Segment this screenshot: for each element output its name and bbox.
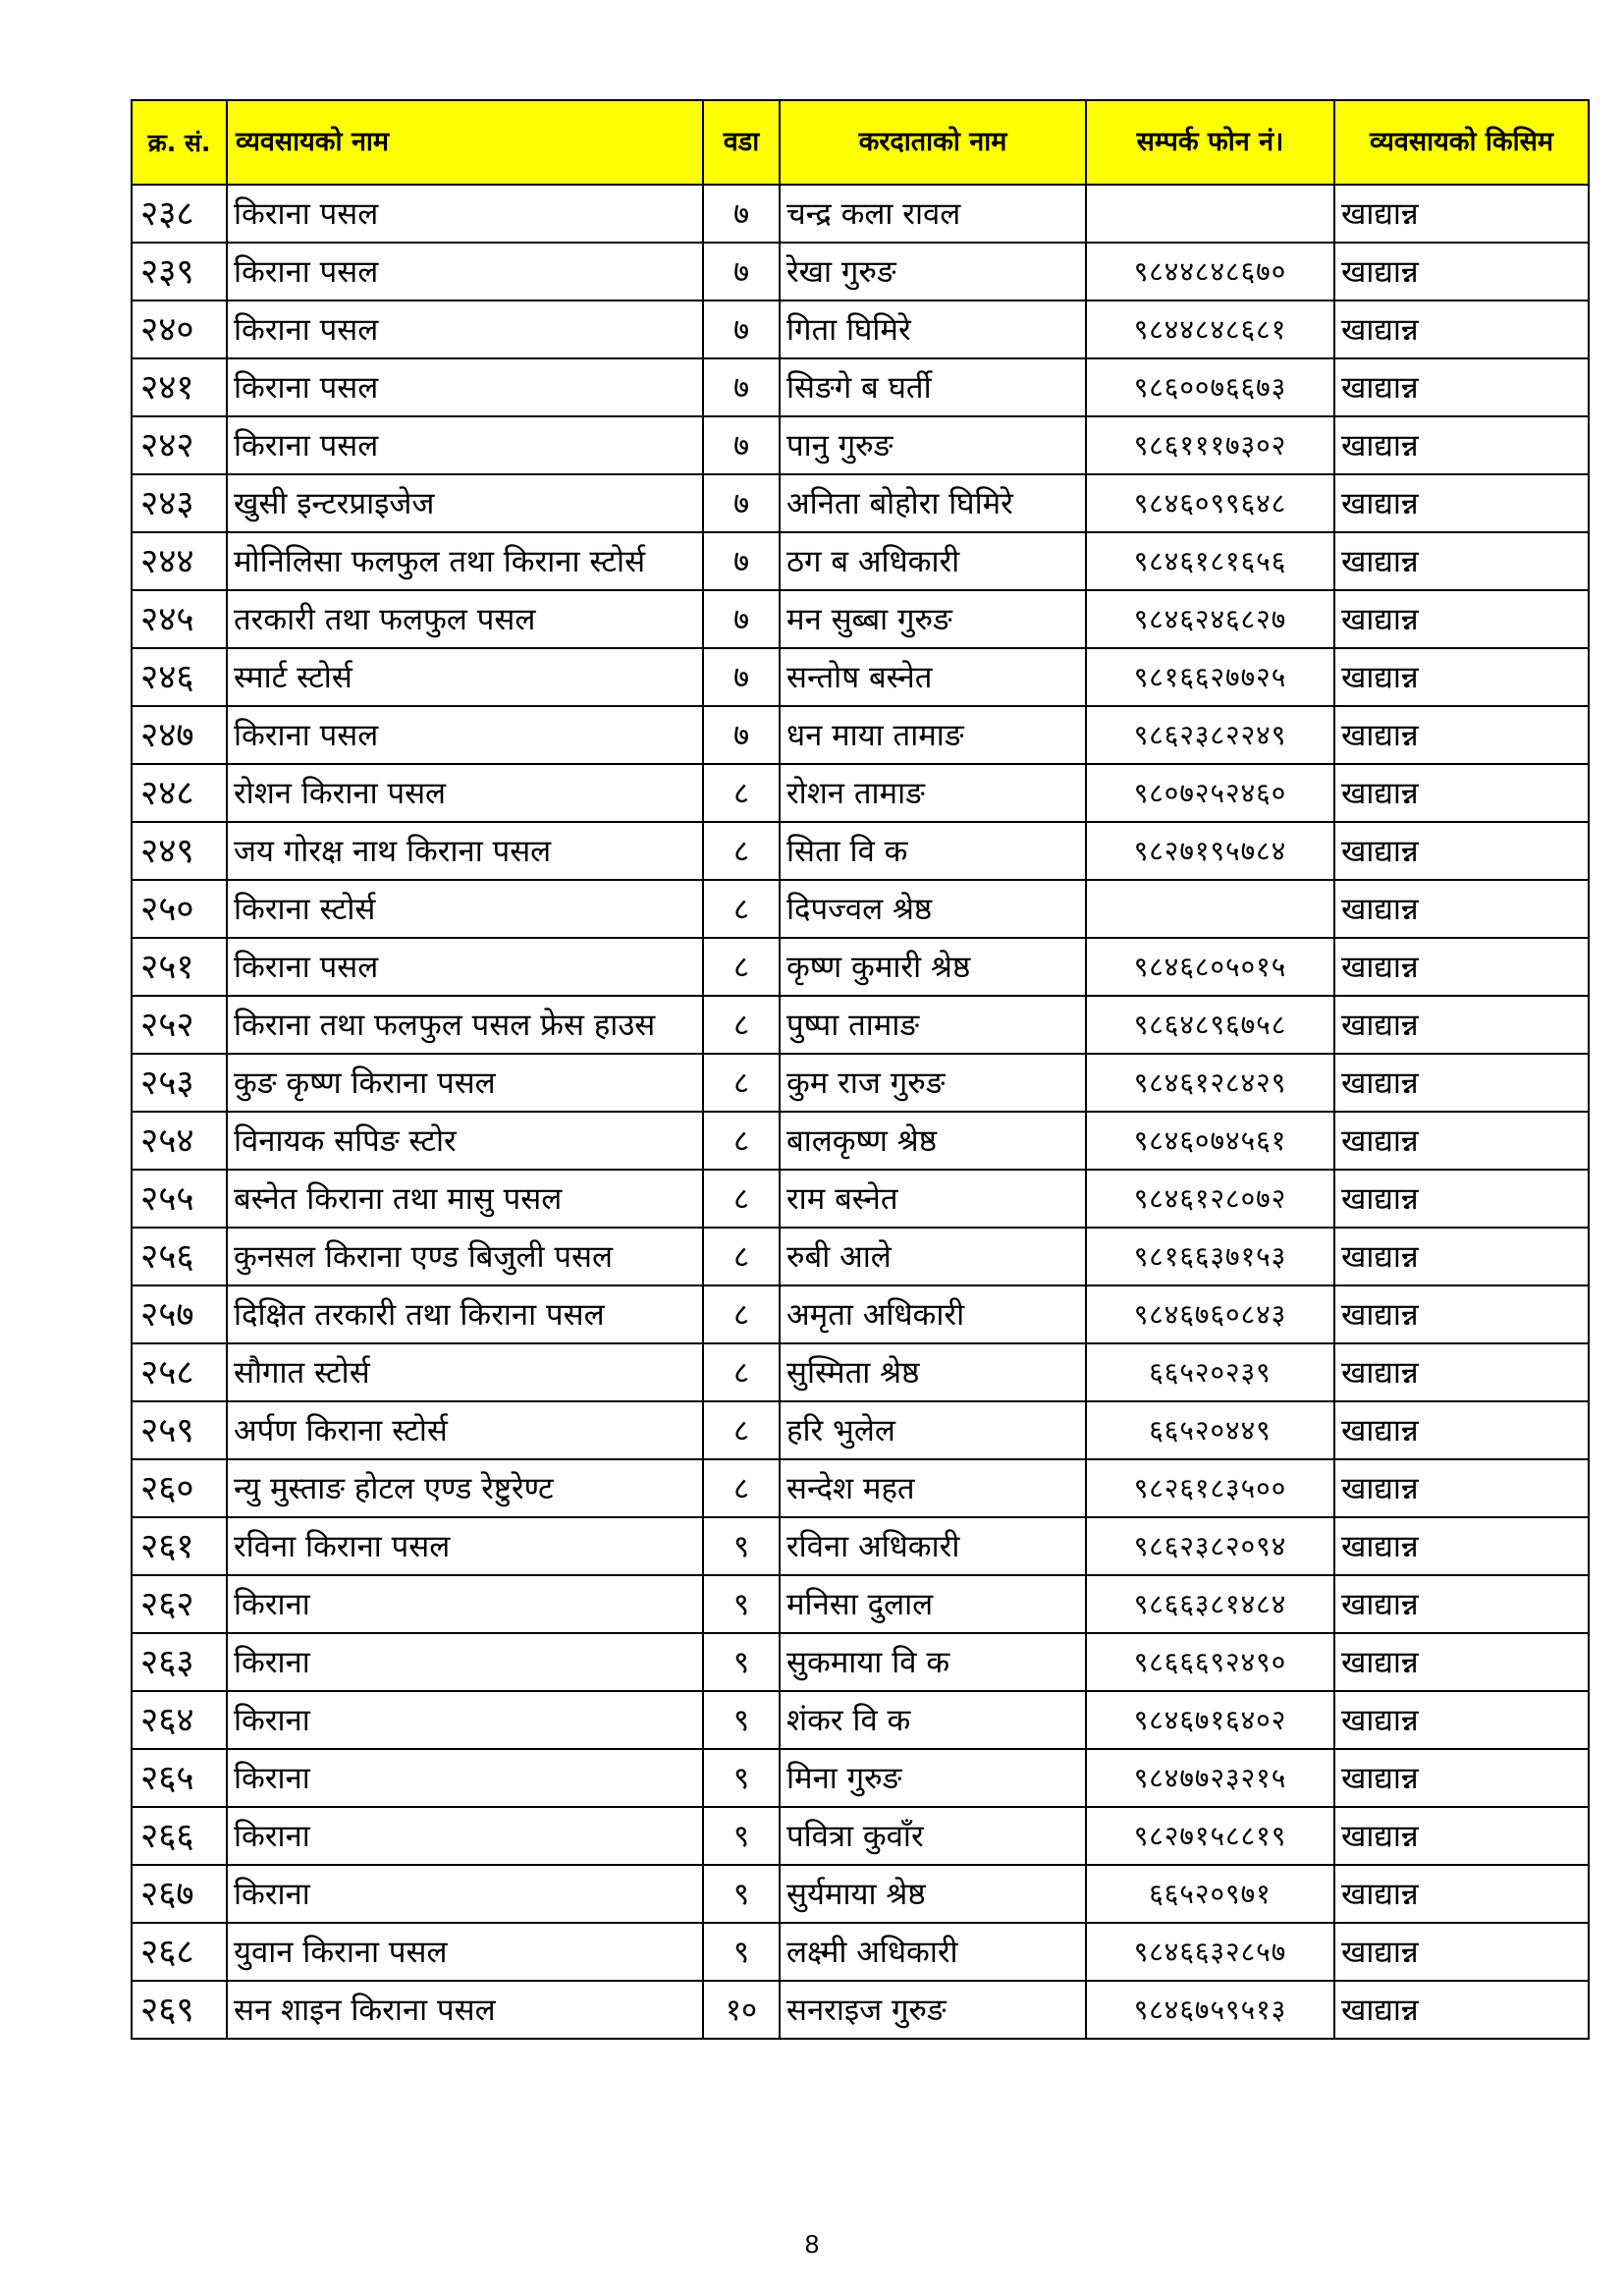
cell-business-name: किराना (227, 1575, 703, 1633)
table-row (132, 996, 1589, 1054)
cell-phone: ९८४६१८१६५६ (1086, 532, 1334, 590)
table-row (132, 1054, 1589, 1112)
cell-ward: ७ (703, 416, 780, 474)
cell-taxpayer-name: रविना अधिकारी (780, 1517, 1086, 1575)
cell-serial: २४३ (132, 474, 227, 532)
cell-phone: ९८२६१८३५०० (1086, 1459, 1334, 1517)
cell-business-type: खाद्यान्न (1334, 938, 1589, 996)
cell-business-name: न्यु मुस्ताङ होटल एण्ड रेष्टुरेण्ट (227, 1459, 703, 1517)
cell-taxpayer-name: सिता वि क (780, 822, 1086, 880)
cell-taxpayer-name: धन माया तामाङ (780, 706, 1086, 764)
table-row (132, 1459, 1589, 1517)
cell-serial: २५८ (132, 1343, 227, 1401)
table-row (132, 648, 1589, 706)
cell-business-type: खाद्यान्न (1334, 1865, 1589, 1923)
table-row (132, 1981, 1589, 2039)
cell-business-type: खाद्यान्न (1334, 996, 1589, 1054)
cell-taxpayer-name: गिता घिमिरे (780, 301, 1086, 358)
cell-serial: २५४ (132, 1112, 227, 1170)
cell-business-name: दिक्षित तरकारी तथा किराना पसल (227, 1285, 703, 1343)
table-row (132, 358, 1589, 416)
cell-taxpayer-name: सन्तोष बस्नेत (780, 648, 1086, 706)
cell-ward: ७ (703, 532, 780, 590)
cell-serial: २६५ (132, 1749, 227, 1807)
cell-phone: ९८४६०९९६४८ (1086, 474, 1334, 532)
table-row (132, 1401, 1589, 1459)
cell-serial: २३९ (132, 243, 227, 301)
cell-serial: २६७ (132, 1865, 227, 1923)
cell-taxpayer-name: रोशन तामाङ (780, 764, 1086, 822)
cell-serial: २५२ (132, 996, 227, 1054)
cell-business-name: किराना तथा फलफुल पसल फ्रेस हाउस (227, 996, 703, 1054)
cell-phone: ६६५२०९७१ (1086, 1865, 1334, 1923)
table-row (132, 1112, 1589, 1170)
cell-ward: ८ (703, 1285, 780, 1343)
cell-taxpayer-name: चन्द्र कला रावल (780, 185, 1086, 243)
cell-phone: ९८४६१२८०७२ (1086, 1170, 1334, 1228)
cell-business-type: खाद्यान्न (1334, 1807, 1589, 1865)
cell-business-type: खाद्यान्न (1334, 1228, 1589, 1285)
cell-phone: ९८४६०७४५६१ (1086, 1112, 1334, 1170)
cell-business-type: खाद्यान्न (1334, 1170, 1589, 1228)
cell-business-name: अर्पण किराना स्टोर्स (227, 1401, 703, 1459)
cell-business-name: किराना (227, 1865, 703, 1923)
cell-phone: ९८६२३८२०९४ (1086, 1517, 1334, 1575)
cell-taxpayer-name: पानु गुरुङ (780, 416, 1086, 474)
cell-business-name: स्मार्ट स्टोर्स (227, 648, 703, 706)
cell-serial: २५६ (132, 1228, 227, 1285)
cell-business-name: किराना (227, 1633, 703, 1691)
cell-serial: २६४ (132, 1691, 227, 1749)
table-row (132, 1343, 1589, 1401)
cell-taxpayer-name: बालकृष्ण श्रेष्ठ (780, 1112, 1086, 1170)
cell-taxpayer-name: सुस्मिता श्रेष्ठ (780, 1343, 1086, 1401)
cell-business-name: कुनसल किराना एण्ड बिजुली पसल (227, 1228, 703, 1285)
cell-ward: ७ (703, 358, 780, 416)
cell-business-name: युवान किराना पसल (227, 1923, 703, 1981)
cell-phone: ९८६४८९६७५८ (1086, 996, 1334, 1054)
cell-taxpayer-name: अनिता बोहोरा घिमिरे (780, 474, 1086, 532)
cell-serial: २४० (132, 301, 227, 358)
cell-phone: ९८४६२४६८२७ (1086, 590, 1334, 648)
cell-ward: ८ (703, 1054, 780, 1112)
cell-ward: ८ (703, 1459, 780, 1517)
cell-business-type: खाद्यान्न (1334, 358, 1589, 416)
cell-ward: ८ (703, 822, 780, 880)
cell-phone: ९८२७१५८८१९ (1086, 1807, 1334, 1865)
cell-serial: २६९ (132, 1981, 227, 2039)
cell-business-type: खाद्यान्न (1334, 1633, 1589, 1691)
cell-business-name: तरकारी तथा फलफुल पसल (227, 590, 703, 648)
cell-serial: २६१ (132, 1517, 227, 1575)
cell-serial: २६८ (132, 1923, 227, 1981)
table-body (132, 185, 1589, 2039)
cell-serial: २३८ (132, 185, 227, 243)
table-row (132, 938, 1589, 996)
cell-taxpayer-name: सुकमाया वि क (780, 1633, 1086, 1691)
table-row (132, 1633, 1589, 1691)
cell-business-name: किराना (227, 1807, 703, 1865)
cell-ward: ८ (703, 1112, 780, 1170)
cell-business-type: खाद्यान्न (1334, 764, 1589, 822)
cell-taxpayer-name: मन सुब्बा गुरुङ (780, 590, 1086, 648)
cell-taxpayer-name: मिना गुरुङ (780, 1749, 1086, 1807)
cell-phone (1086, 880, 1334, 938)
table-row (132, 1285, 1589, 1343)
cell-business-type: खाद्यान्न (1334, 648, 1589, 706)
cell-ward: ७ (703, 474, 780, 532)
cell-business-type: खाद्यान्न (1334, 1401, 1589, 1459)
cell-business-name: खुसी इन्टरप्राइजेज (227, 474, 703, 532)
cell-phone: ९८१६६३७१५३ (1086, 1228, 1334, 1285)
cell-business-name: रोशन किराना पसल (227, 764, 703, 822)
table-row (132, 590, 1589, 648)
cell-ward: ९ (703, 1865, 780, 1923)
cell-business-name: किराना पसल (227, 358, 703, 416)
cell-phone: ९८४६१२८४२९ (1086, 1054, 1334, 1112)
cell-ward: ७ (703, 301, 780, 358)
header-business-name: व्यवसायको नाम (227, 100, 703, 185)
cell-ward: ९ (703, 1923, 780, 1981)
table-header-row (132, 100, 1589, 185)
table-row (132, 822, 1589, 880)
cell-business-type: खाद्यान्न (1334, 1749, 1589, 1807)
cell-business-name: जय गोरक्ष नाथ किराना पसल (227, 822, 703, 880)
cell-business-name: कुङ कृष्ण किराना पसल (227, 1054, 703, 1112)
table-row (132, 1517, 1589, 1575)
cell-serial: २५३ (132, 1054, 227, 1112)
cell-business-type: खाद्यान्न (1334, 1285, 1589, 1343)
cell-taxpayer-name: राम बस्नेत (780, 1170, 1086, 1228)
cell-business-name: किराना (227, 1691, 703, 1749)
cell-business-type: खाद्यान्न (1334, 1343, 1589, 1401)
cell-ward: ८ (703, 1401, 780, 1459)
cell-ward: ८ (703, 996, 780, 1054)
cell-business-name: सन शाइन किराना पसल (227, 1981, 703, 2039)
cell-business-name: मोनिलिसा फलफुल तथा किराना स्टोर्स (227, 532, 703, 590)
cell-taxpayer-name: दिपज्वल श्रेष्ठ (780, 880, 1086, 938)
cell-taxpayer-name: हरि भुलेल (780, 1401, 1086, 1459)
cell-phone: ९८०७२५२४६० (1086, 764, 1334, 822)
cell-business-name: किराना स्टोर्स (227, 880, 703, 938)
table-row (132, 1691, 1589, 1749)
cell-serial: २४२ (132, 416, 227, 474)
table-row (132, 532, 1589, 590)
cell-business-type: खाद्यान्न (1334, 1691, 1589, 1749)
cell-business-type: खाद्यान्न (1334, 185, 1589, 243)
cell-business-name: रविना किराना पसल (227, 1517, 703, 1575)
cell-business-name: किराना (227, 1749, 703, 1807)
cell-business-name: किराना पसल (227, 706, 703, 764)
cell-taxpayer-name: रेखा गुरुङ (780, 243, 1086, 301)
header-taxpayer-name: करदाताको नाम (780, 100, 1086, 185)
cell-phone: ९८६६६९२४९० (1086, 1633, 1334, 1691)
cell-serial: २६३ (132, 1633, 227, 1691)
cell-ward: ८ (703, 938, 780, 996)
cell-serial: २४८ (132, 764, 227, 822)
cell-ward: ८ (703, 1343, 780, 1401)
table-row (132, 1923, 1589, 1981)
table-row (132, 1807, 1589, 1865)
cell-business-type: खाद्यान्न (1334, 706, 1589, 764)
cell-business-name: किराना पसल (227, 416, 703, 474)
page-number: 8 (804, 2229, 820, 2259)
table-row (132, 1170, 1589, 1228)
cell-ward: ८ (703, 880, 780, 938)
cell-phone: ६६५२०२३९ (1086, 1343, 1334, 1401)
cell-serial: २४७ (132, 706, 227, 764)
cell-serial: २६२ (132, 1575, 227, 1633)
cell-serial: २५० (132, 880, 227, 938)
cell-business-type: खाद्यान्न (1334, 822, 1589, 880)
cell-taxpayer-name: लक्ष्मी अधिकारी (780, 1923, 1086, 1981)
cell-taxpayer-name: शंकर वि क (780, 1691, 1086, 1749)
cell-serial: २४४ (132, 532, 227, 590)
cell-taxpayer-name: सुर्यमाया श्रेष्ठ (780, 1865, 1086, 1923)
table-row (132, 474, 1589, 532)
header-business-type: व्यवसायको किसिम (1334, 100, 1589, 185)
cell-business-type: खाद्यान्न (1334, 243, 1589, 301)
cell-business-type: खाद्यान्न (1334, 1981, 1589, 2039)
cell-phone: ९८४६८०५०१५ (1086, 938, 1334, 996)
cell-taxpayer-name: सनराइज गुरुङ (780, 1981, 1086, 2039)
header-serial: क्र. सं. (132, 100, 227, 185)
cell-business-type: खाद्यान्न (1334, 416, 1589, 474)
cell-taxpayer-name: सन्देश महत (780, 1459, 1086, 1517)
cell-business-type: खाद्यान्न (1334, 1517, 1589, 1575)
cell-business-type: खाद्यान्न (1334, 1112, 1589, 1170)
cell-serial: २५५ (132, 1170, 227, 1228)
cell-taxpayer-name: पवित्रा कुवाँर (780, 1807, 1086, 1865)
cell-ward: १० (703, 1981, 780, 2039)
cell-phone: ९८१६६२७७२५ (1086, 648, 1334, 706)
cell-business-name: किराना पसल (227, 185, 703, 243)
cell-business-type: खाद्यान्न (1334, 1054, 1589, 1112)
table-row (132, 706, 1589, 764)
cell-serial: २५७ (132, 1285, 227, 1343)
cell-business-name: किराना पसल (227, 243, 703, 301)
cell-business-name: विनायक सपिङ स्टोर (227, 1112, 703, 1170)
cell-ward: ८ (703, 1228, 780, 1285)
cell-serial: २४५ (132, 590, 227, 648)
cell-ward: ९ (703, 1633, 780, 1691)
cell-ward: ८ (703, 764, 780, 822)
cell-ward: ७ (703, 185, 780, 243)
cell-business-type: खाद्यान्न (1334, 474, 1589, 532)
cell-serial: २५९ (132, 1401, 227, 1459)
cell-phone (1086, 185, 1334, 243)
cell-business-type: खाद्यान्न (1334, 880, 1589, 938)
cell-taxpayer-name: सिङगे ब घर्ती (780, 358, 1086, 416)
cell-business-type: खाद्यान्न (1334, 1923, 1589, 1981)
cell-ward: ९ (703, 1807, 780, 1865)
cell-business-name: किराना पसल (227, 301, 703, 358)
cell-taxpayer-name: मनिसा दुलाल (780, 1575, 1086, 1633)
cell-ward: ९ (703, 1517, 780, 1575)
cell-serial: २५१ (132, 938, 227, 996)
cell-business-type: खाद्यान्न (1334, 1575, 1589, 1633)
cell-taxpayer-name: अमृता अधिकारी (780, 1285, 1086, 1343)
cell-phone: ९८६१११७३०२ (1086, 416, 1334, 474)
cell-ward: ९ (703, 1749, 780, 1807)
cell-ward: ७ (703, 243, 780, 301)
cell-taxpayer-name: पुष्पा तामाङ (780, 996, 1086, 1054)
cell-phone: ६६५२०४४९ (1086, 1401, 1334, 1459)
cell-ward: ९ (703, 1575, 780, 1633)
cell-ward: ८ (703, 1170, 780, 1228)
header-ward: वडा (703, 100, 780, 185)
cell-serial: २६६ (132, 1807, 227, 1865)
cell-business-type: खाद्यान्न (1334, 301, 1589, 358)
table-row (132, 1228, 1589, 1285)
cell-phone: ९८४४८४८६८१ (1086, 301, 1334, 358)
cell-phone: ९८६२३८२२४९ (1086, 706, 1334, 764)
cell-serial: २६० (132, 1459, 227, 1517)
cell-taxpayer-name: कुम राज गुरुङ (780, 1054, 1086, 1112)
table-row (132, 1749, 1589, 1807)
cell-phone: ९८६००७६६७३ (1086, 358, 1334, 416)
cell-taxpayer-name: ठग ब अधिकारी (780, 532, 1086, 590)
cell-business-name: बस्नेत किराना तथा मासु पसल (227, 1170, 703, 1228)
table-row (132, 764, 1589, 822)
table-row (132, 416, 1589, 474)
table-row (132, 301, 1589, 358)
cell-ward: ७ (703, 590, 780, 648)
cell-serial: २४९ (132, 822, 227, 880)
table-row (132, 880, 1589, 938)
cell-phone: ९८४४८४८६७० (1086, 243, 1334, 301)
cell-business-type: खाद्यान्न (1334, 532, 1589, 590)
cell-phone: ९८६६३८१४८४ (1086, 1575, 1334, 1633)
table-row (132, 1865, 1589, 1923)
cell-business-name: किराना पसल (227, 938, 703, 996)
cell-phone: ९८४६७६०८४३ (1086, 1285, 1334, 1343)
table-row (132, 243, 1589, 301)
cell-taxpayer-name: कृष्ण कुमारी श्रेष्ठ (780, 938, 1086, 996)
cell-phone: ९८४६७५९५१३ (1086, 1981, 1334, 2039)
cell-business-type: खाद्यान्न (1334, 1459, 1589, 1517)
cell-ward: ७ (703, 706, 780, 764)
cell-taxpayer-name: रुबी आले (780, 1228, 1086, 1285)
cell-phone: ९८२७१९५७८४ (1086, 822, 1334, 880)
table-row (132, 185, 1589, 243)
cell-phone: ९८४७७२३२१५ (1086, 1749, 1334, 1807)
cell-ward: ९ (703, 1691, 780, 1749)
business-table (131, 99, 1590, 2040)
cell-ward: ७ (703, 648, 780, 706)
table-row (132, 1575, 1589, 1633)
cell-business-type: खाद्यान्न (1334, 590, 1589, 648)
cell-serial: २४६ (132, 648, 227, 706)
cell-serial: २४१ (132, 358, 227, 416)
cell-phone: ९८४६७१६४०२ (1086, 1691, 1334, 1749)
cell-phone: ९८४६६३२८५७ (1086, 1923, 1334, 1981)
header-phone: सम्पर्क फोन नं। (1086, 100, 1334, 185)
cell-business-name: सौगात स्टोर्स (227, 1343, 703, 1401)
